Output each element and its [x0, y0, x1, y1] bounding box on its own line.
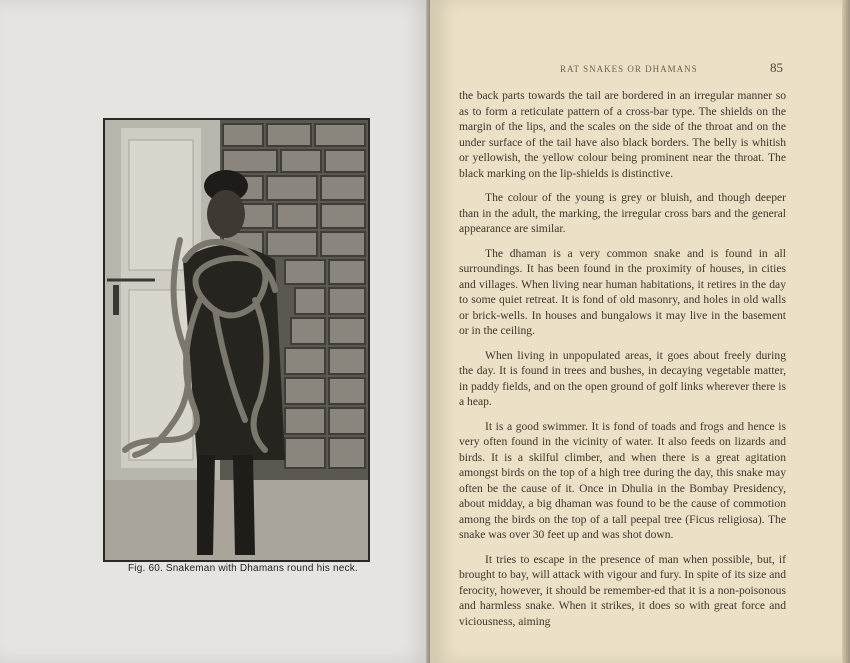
- body-text: [459, 88, 786, 638]
- page-edge: [842, 0, 850, 663]
- snakeman-photograph: [103, 118, 370, 562]
- paragraph: the back parts towards the tail are bordered in an irregular manner so as to form a reticulate pattern of a cross-bar type. The shields on the margin of the lips, and the scales on the side of the throat and on the under surface of the tail have also black borders. The belly is whitish or yellowish, the yellow colour being prominent near the throat. The black marking on the lip-shields is distinctive.: [459, 89, 786, 180]
- running-head: RAT SNAKES OR DHAMANS: [560, 64, 698, 74]
- page-number: 85: [770, 60, 783, 75]
- figure-caption: Fig. 60. Snakeman with Dhamans round his neck.: [128, 563, 358, 574]
- paragraph: It tries to escape in the presence of man when possible, but, if brought to bay, will attack with vigour and fury. In spite of its size and ferocity, however, it should be remember-ed that it is a non-poisonous and harmless snake. When it strikes, it does so with great force and viciousness, aiming: [459, 552, 786, 628]
- paragraph: The colour of the young is grey or bluish, and though deeper than in the adult, the marking, the irregular cross bars and the general appearance are similar.: [459, 191, 786, 235]
- photo-illustration: [105, 120, 368, 560]
- paragraph: The dhaman is a very common snake and is found in all surroundings. It has been found in the proximity of houses, in cities and villages. When living near human habitations, it retires in the day to some quiet retreat. It is fond of old masonry, and holes in old walls or brick-wells. In houses and bungalows it may live in the basement or in the ceiling.: [459, 246, 786, 337]
- paragraph: It is a good swimmer. It is fond of toads and frogs and hence is very often found in the vicinity of water. It also feeds on lizards and birds. It is a skilful climber, and when there is a great agitation amongst birds on the top of a high tree during the day, this snake may often be the cause of it. Once in Dhulia in the Bombay Presidency, about midday, a big dhaman was found to be the cause of commotion among the birds on the top of a tall peepal tree (Ficus religiosa). The snake was over 30 feet up and was shot down.: [459, 419, 786, 541]
- paragraph: When living in unpopulated areas, it goes about freely during the day. It is found in trees and bushes, in decaying vegetable matter, in paddy fields, and on the open ground of golf links wherever there is a heap.: [459, 348, 786, 408]
